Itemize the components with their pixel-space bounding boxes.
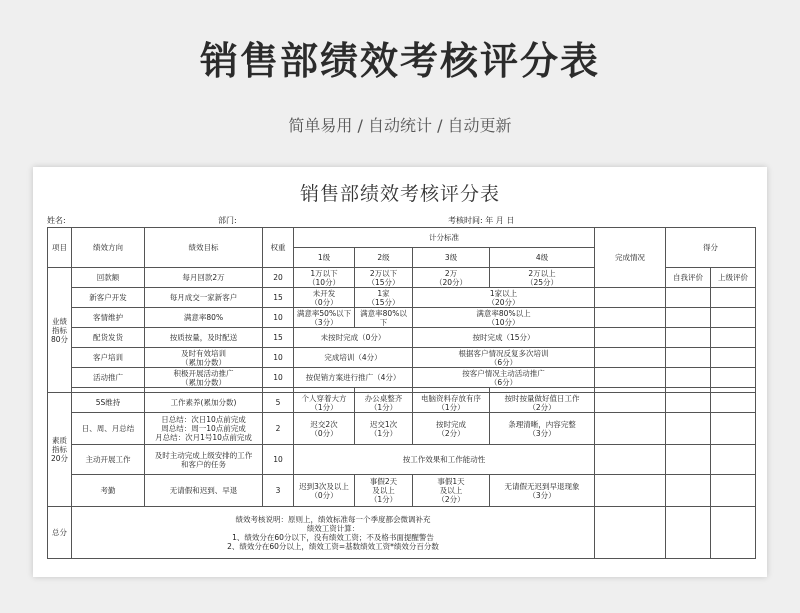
- cell-target: 满意率80%: [145, 308, 263, 328]
- cell-level: 按时按量做好值日工作 （2分）: [490, 393, 595, 413]
- name-label: 姓名:: [47, 216, 66, 225]
- cell-level: 1家 （15分）: [355, 288, 413, 308]
- cell-direction: 5S维持: [72, 393, 145, 413]
- header-direction: 绩效方向: [72, 228, 145, 268]
- summary-notes: 绩效考核说明：原则上，绩效标准每一个季度都会微调补充 绩效工资计算： 1、绩效分在60分以下，没有绩效工资；不及格书面提醒警告 2、绩效分在60分以上，绩效工资=基数绩效工资*绩效分百分数: [72, 507, 595, 559]
- cell-level: 迟交1次 （1分）: [355, 413, 413, 445]
- cell-direction: 活动推广: [72, 368, 145, 388]
- cell-weight: 10: [263, 445, 294, 475]
- superior-eval-total-cell[interactable]: [711, 507, 756, 559]
- header-level-4: 4级: [490, 248, 595, 268]
- cell-weight: 20: [263, 268, 294, 288]
- header-standard: 计分标准: [294, 228, 595, 248]
- cell-level: 未开发 （0分）: [294, 288, 355, 308]
- evaluation-table: [47, 227, 756, 559]
- cell-weight: 10: [263, 308, 294, 328]
- superior-eval-header: 上级评价: [711, 268, 756, 288]
- group-performance: 业绩 指标 80分: [48, 268, 72, 393]
- cell-direction: 考勤: [72, 475, 145, 507]
- self-eval-cell[interactable]: [666, 328, 711, 348]
- cell-direction: 回款额: [72, 268, 145, 288]
- cell-level: 满意率80%以上 （10分）: [413, 308, 595, 328]
- cell-level: 1家以上 （20分）: [413, 288, 595, 308]
- period-label: 考核时间: 年 月 日: [448, 216, 515, 225]
- cell-level: 按客户情况主动活动推广 （6分）: [413, 368, 595, 388]
- cell-level: 完成培训（4分）: [294, 348, 413, 368]
- superior-eval-cell[interactable]: [711, 348, 756, 368]
- cell-level: 办公桌整齐 （1分）: [355, 393, 413, 413]
- department-label: 部门:: [218, 216, 237, 225]
- completion-cell[interactable]: [595, 308, 666, 328]
- cell-target: 日总结：次日10点前完成 周总结：周一10点前完成 月总结：次月1号10点前完成: [145, 413, 263, 445]
- table-row: [48, 288, 756, 308]
- cell-target: 无请假和迟到、早退: [145, 475, 263, 507]
- superior-eval-cell[interactable]: [711, 308, 756, 328]
- cell-level: 按时完成 （2分）: [413, 413, 490, 445]
- cell-direction: 新客户开发: [72, 288, 145, 308]
- header-completion: 完成情况: [595, 228, 666, 288]
- cell-level: 迟交2次 （0分）: [294, 413, 355, 445]
- table-row: [48, 475, 756, 507]
- self-eval-cell[interactable]: [666, 368, 711, 388]
- self-eval-cell[interactable]: [666, 393, 711, 413]
- cell-direction: 日、周、月总结: [72, 413, 145, 445]
- score-sheet: [33, 167, 767, 577]
- cell-level: 个人穿着大方 （1分）: [294, 393, 355, 413]
- table-row: [48, 328, 756, 348]
- cell-weight: 10: [263, 348, 294, 368]
- superior-eval-cell[interactable]: [711, 328, 756, 348]
- cell-weight: 3: [263, 475, 294, 507]
- completion-cell[interactable]: [595, 413, 666, 445]
- cell-weight: 15: [263, 328, 294, 348]
- self-eval-cell[interactable]: [666, 288, 711, 308]
- cell-level: 事假1天 及以上 （2分）: [413, 475, 490, 507]
- banner-title: 销售部绩效考核评分表: [199, 39, 600, 83]
- cell-direction: 主动开展工作: [72, 445, 145, 475]
- cell-target: 及时有效培训 （累加分数）: [145, 348, 263, 368]
- cell-weight: 5: [263, 393, 294, 413]
- summary-row: [48, 507, 756, 559]
- header-target: 绩效目标: [145, 228, 263, 268]
- completion-cell[interactable]: [595, 475, 666, 507]
- completion-cell[interactable]: [595, 348, 666, 368]
- cell-level: 2万以上 （25分）: [490, 268, 595, 288]
- cell-level: 2万 （20分）: [413, 268, 490, 288]
- self-eval-cell[interactable]: [666, 348, 711, 368]
- self-eval-cell[interactable]: [666, 308, 711, 328]
- cell-target: 及时主动完成上级安排的工作 和客户的任务: [145, 445, 263, 475]
- cell-level: 根据客户情况反复多次培训 （6分）: [413, 348, 595, 368]
- group-quality: 素质 指标 20分: [48, 393, 72, 507]
- cell-level: 条理清晰，内容完整 （3分）: [490, 413, 595, 445]
- cell-level: 按时完成（15分）: [413, 328, 595, 348]
- completion-cell[interactable]: [595, 445, 666, 475]
- cell-level: 未按时完成（0分）: [294, 328, 413, 348]
- completion-cell[interactable]: [595, 368, 666, 388]
- completion-cell[interactable]: [595, 328, 666, 348]
- superior-eval-cell[interactable]: [711, 475, 756, 507]
- table-row: [48, 413, 756, 445]
- cell-level: 满意率80%以 下: [355, 308, 413, 328]
- header-item: 项目: [48, 228, 72, 268]
- superior-eval-cell[interactable]: [711, 368, 756, 388]
- table-row: [48, 348, 756, 368]
- cell-level: 2万以下 （15分）: [355, 268, 413, 288]
- cell-level: 按工作效果和工作能动性: [294, 445, 595, 475]
- header-row: [48, 228, 756, 248]
- table-row: [48, 368, 756, 388]
- cell-target: 工作素养(累加分数): [145, 393, 263, 413]
- table-row: [48, 445, 756, 475]
- cell-target: 按质按量，及时配送: [145, 328, 263, 348]
- self-eval-cell[interactable]: [666, 413, 711, 445]
- cell-target: 积极开展活动推广 （累加分数）: [145, 368, 263, 388]
- table-row: [48, 393, 756, 413]
- cell-level: 满意率50%以下 （3分）: [294, 308, 355, 328]
- table-body: [48, 228, 756, 559]
- completion-cell[interactable]: [595, 288, 666, 308]
- table-row: [48, 308, 756, 328]
- header-level-1: 1级: [294, 248, 355, 268]
- self-eval-header: 自我评价: [666, 268, 711, 288]
- cell-level: 无请假无迟到早退现象 （3分）: [490, 475, 595, 507]
- summary-label: 总分: [48, 507, 72, 559]
- cell-direction: 客户培训: [72, 348, 145, 368]
- header-weight: 权重: [263, 228, 294, 268]
- superior-eval-cell[interactable]: [711, 393, 756, 413]
- cell-level: 按促销方案进行推广（4分）: [294, 368, 413, 388]
- banner-subtitle: 简单易用 / 自动统计 / 自动更新: [288, 116, 512, 135]
- self-eval-cell[interactable]: [666, 475, 711, 507]
- cell-target: 每月成交一家新客户: [145, 288, 263, 308]
- superior-eval-cell[interactable]: [711, 288, 756, 308]
- header-level-2: 2级: [355, 248, 413, 268]
- cell-level: 迟到3次及以上 （0分）: [294, 475, 355, 507]
- superior-eval-cell[interactable]: [711, 413, 756, 445]
- header-score: 得分: [666, 228, 756, 268]
- self-eval-total-cell[interactable]: [666, 507, 711, 559]
- sheet-title: 销售部绩效考核评分表: [299, 183, 500, 205]
- superior-eval-cell[interactable]: [711, 445, 756, 475]
- completion-total-cell[interactable]: [595, 507, 666, 559]
- self-eval-cell[interactable]: [666, 445, 711, 475]
- cell-target: 每月回款2万: [145, 268, 263, 288]
- cell-weight: 10: [263, 368, 294, 388]
- cell-level: 1万以下 （10分）: [294, 268, 355, 288]
- cell-weight: 15: [263, 288, 294, 308]
- cell-direction: 配货发货: [72, 328, 145, 348]
- cell-level: 事假2天 及以上 （1分）: [355, 475, 413, 507]
- cell-weight: 2: [263, 413, 294, 445]
- cell-level: 电脑资料存放有序 （1分）: [413, 393, 490, 413]
- completion-cell[interactable]: [595, 393, 666, 413]
- header-level-3: 3级: [413, 248, 490, 268]
- cell-direction: 客情维护: [72, 308, 145, 328]
